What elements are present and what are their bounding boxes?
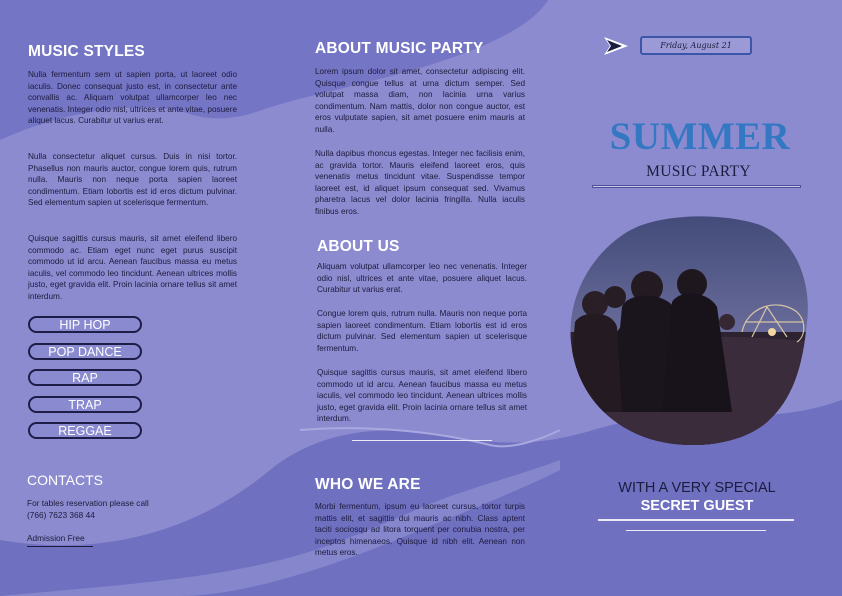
party-paragraph-2: Nulla dapibus rhoncus egestas. Integer nec facilisis enim, ac gravida tortor. Mauris eleifend laoreet eros, quis venenatis metus tincidunt vitae. Suspendisse tempor laoreet est, id aliquet ipsum consequat sed. Vivamus pharetra lacus vel dolor lacinia fringilla. Nulla iaculis finibus eros. — [315, 149, 525, 216]
contacts-title: CONTACTS — [27, 472, 103, 488]
styles-paragraph-3: Quisque sagittis cursus mauris, sit amet eleifend libero commodo ac. Etiam eget nunc eget purus suscipit commodo ut id arcu. Aenean faucibus massa eu metus iaculis, vel commodo leo tincidunt. Aenean ultrices mollis justo, eget gravida elit. Proin lacinia ornare tellus sit amet interdum. — [28, 234, 237, 301]
music-party-subtitle: MUSIC PARTY — [646, 163, 751, 180]
guest-underline-2 — [626, 530, 766, 531]
about-music-party-title: ABOUT MUSIC PARTY — [315, 40, 484, 57]
genre-hip-hop: HIP HOP — [28, 316, 142, 333]
middle-divider — [352, 440, 492, 441]
genre-pop-dance: POP DANCE — [28, 343, 142, 360]
about-us-paragraph-2: Congue lorem quis, rutrum nulla. Mauris non neque porta sapien laoreet condimentum. Etiam lobortis est id eros dictum pulvinar. Sed elementum sapien ut scelerisque fermentum. — [317, 309, 527, 353]
contacts-phone: (766) 7623 368 44 — [27, 510, 95, 520]
styles-paragraph-1: Nulla fermentum sem ut sapien porta, ut laoreet odio iaculis. Donec consequat justo est, in consectetur ante convallis ac. Aliquam volutpat ullamcorper leo nec venenatis. Integer odio nisl, ultrices et ante vitae, posuere aliquet lacus. Curabitur ut varius erat. — [28, 70, 237, 126]
genre-rap: RAP — [28, 369, 142, 386]
party-photo — [567, 212, 815, 452]
who-we-are-title: WHO WE ARE — [315, 476, 421, 493]
about-us-paragraph-1: Aliquam volutpat ullamcorper leo nec venenatis. Integer odio nisl, ultrices et ante vitae, posuere aliquet lacus. Curabitur ut varius erat. — [317, 262, 527, 295]
title-divider — [592, 185, 801, 188]
date-badge: Friday, August 21 — [640, 36, 752, 55]
styles-paragraph-2: Nulla consectetur aliquet cursus. Duis in nisi tortor. Phasellus non mauris auctor, congue lorem quis, rutrum nulla. Mauris non neque porta sapien laoreet condimentum. Etiam lobortis est id eros dictum pulvinar. Sed elementum sapien ut scelerisque fermentum. — [28, 152, 237, 208]
special-line: WITH A VERY SPECIAL — [618, 480, 776, 496]
contacts-line: For tables reservation please call — [27, 498, 149, 508]
secret-guest-line: SECRET GUEST — [640, 498, 754, 514]
admission-underline — [27, 546, 93, 547]
party-paragraph-1: Lorem ipsum dolor sit amet, consectetur adipiscing elit. Quisque congue tellus at urna dictum semper. Sed volutpat massa diam, non lacinia urna varius condimentum. Nam mattis, dolor non congue auctor, est eros vulputate sapien, sit amet posuere enim mauris at nulla. — [315, 67, 525, 134]
about-us-title: ABOUT US — [317, 238, 400, 255]
about-us-paragraph-3: Quisque sagittis cursus mauris, sit amet eleifend libero commodo ut id arcu. Aenean faucibus massa eu metus iaculis, vel commodo leo tincidunt. Aenean ultrices mollis justo, eget gravida elit. Proin lacinia ornare tellus sit amet interdum. — [317, 368, 527, 424]
who-we-are-paragraph: Morbi fermentum, ipsum eu laoreet cursus, tortor turpis mattis elit, et sagittis dui mauris ac nibh. Class aptent taciti sociosqu ad litora torquent per conubia nostra, per inceptos himenaeos. Quisque id nibh elit. Aenean non metus eros. — [315, 502, 525, 558]
genre-reggae: REGGAE — [28, 422, 142, 439]
music-styles-title: MUSIC STYLES — [28, 43, 145, 60]
play-arrow-icon — [604, 37, 632, 55]
genre-trap: TRAP — [28, 396, 142, 413]
guest-underline — [598, 519, 794, 521]
admission-text: Admission Free — [27, 533, 85, 543]
summer-title: SUMMER — [609, 115, 791, 158]
